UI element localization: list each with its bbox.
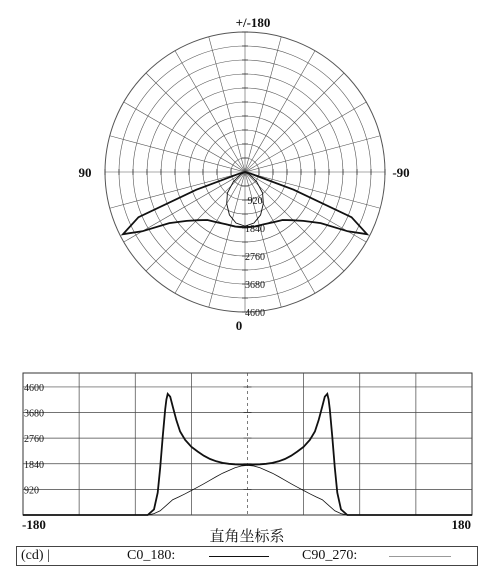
legend bbox=[16, 546, 478, 566]
polar-tick-label: 2760 bbox=[245, 252, 265, 263]
cartesian-grid bbox=[23, 373, 472, 515]
legend-c0-label: C0_180: bbox=[127, 548, 176, 563]
polar-label-right: -90 bbox=[392, 165, 410, 180]
polar-tick-label: 3680 bbox=[245, 280, 265, 291]
cartesian-y-ticks bbox=[24, 383, 44, 496]
x-label-left: -180 bbox=[22, 517, 46, 532]
polar-tick-label: 1840 bbox=[245, 224, 265, 235]
y-tick-label: 2760 bbox=[24, 434, 44, 446]
cartesian-title: 直角坐标系 bbox=[209, 527, 285, 545]
legend-c0-line bbox=[209, 556, 269, 557]
polar-label-top: +/-180 bbox=[235, 15, 271, 30]
cartesian-series-C0_180 bbox=[23, 394, 472, 515]
legend-unit: (cd) | bbox=[21, 548, 50, 563]
polar-tick-label: 4600 bbox=[245, 308, 265, 319]
x-label-right: 180 bbox=[451, 517, 471, 532]
cartesian-series bbox=[23, 394, 472, 515]
y-tick-label: 4600 bbox=[24, 382, 44, 394]
polar-label-left: 90 bbox=[78, 165, 92, 180]
legend-c90-label: C90_270: bbox=[302, 548, 358, 563]
legend-c90-line bbox=[389, 556, 451, 557]
cartesian-chart bbox=[0, 365, 495, 565]
y-tick-label: 3680 bbox=[24, 408, 44, 420]
polar-label-bottom: 0 bbox=[235, 318, 243, 333]
polar-tick-label: 920 bbox=[247, 196, 263, 207]
y-tick-label: 920 bbox=[24, 485, 39, 497]
y-tick-label: 1840 bbox=[24, 459, 44, 471]
polar-radial-ticks bbox=[245, 196, 265, 319]
